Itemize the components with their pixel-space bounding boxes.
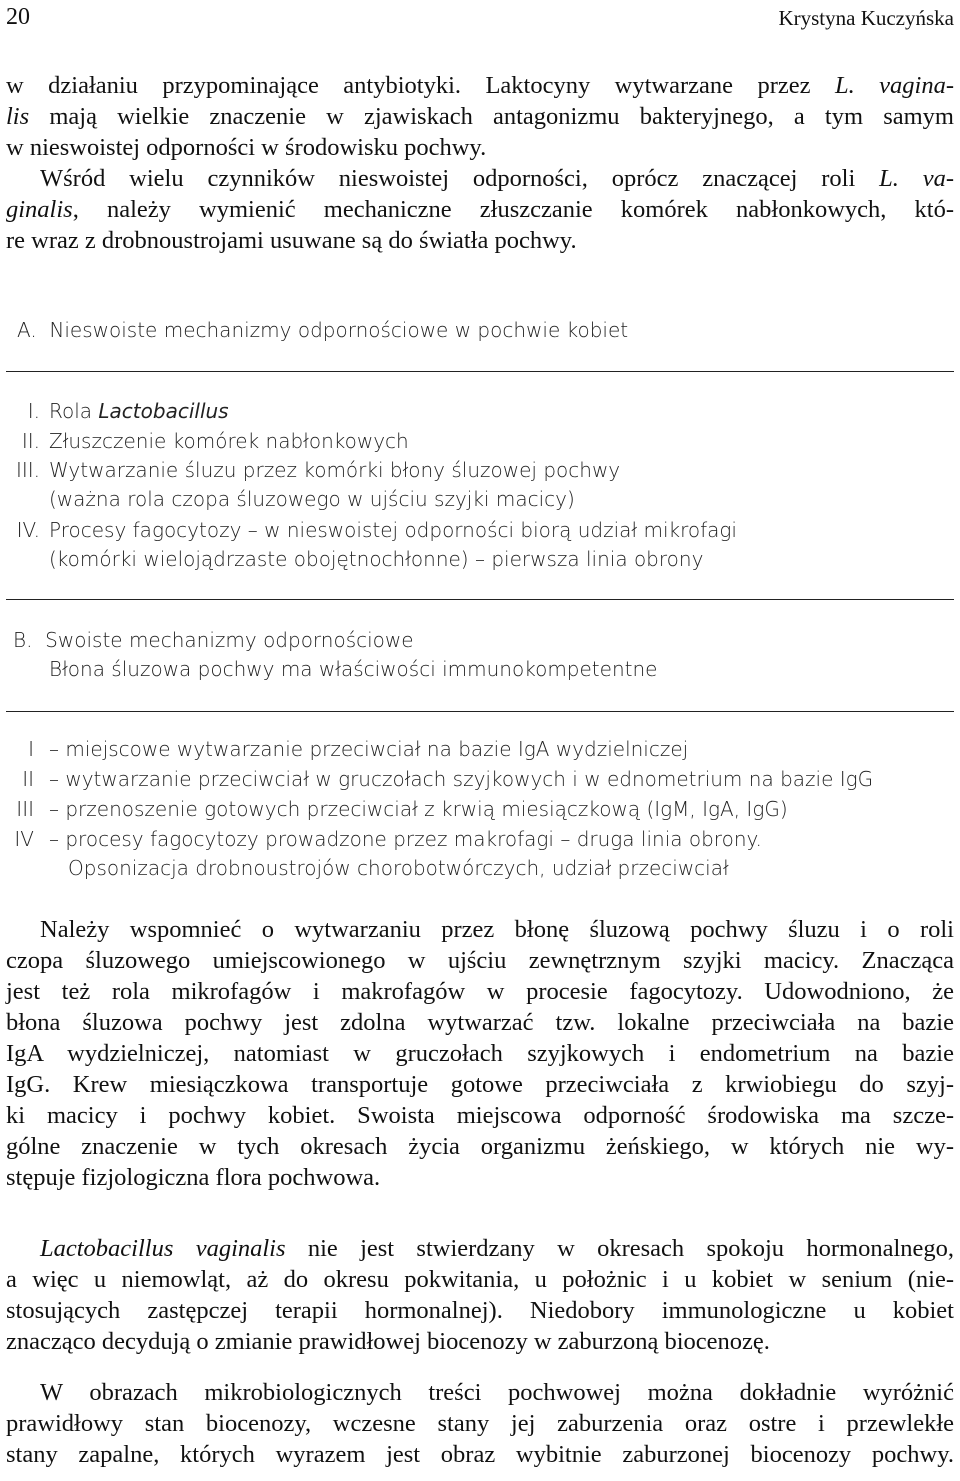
text-line: re wraz z drobnoustrojami usuwane są do światła pochwy. [6, 227, 577, 254]
text-line: stany zapalne, których wyrazem jest obraz wybitnie zaburzonej biocenozy pochwy. [6, 1441, 954, 1468]
text-line: prawidłowy stan biocenozy, wczesne stany jej zaburzenia oraz ostre i przewlekłe [6, 1410, 954, 1437]
text-line: czopa śluzowego umiejscowionego w ujściu zewnętrznym szyjki macicy. Znacząca [6, 947, 954, 974]
text-line: stosujących zastępczej terapii hormonalnej). Niedobory immunologiczne u kobiet [6, 1297, 954, 1324]
section-b-list: I – miejscowe wytwarzanie przeciwciał na bazie IgA wydzielniczej II – wytwarzanie przeciwciał w gruczołach szyjkowych i w ednometrium na bazie IgG III – przenoszenie gotowych przeciwciał z krwią miesiączkową (IgM, IgA, IgG) IV – procesy fagocytozy prowadzone przez makrofagi – druga linia obrony. Opsonizacja drobnoustrojów chorobotwórczych, udział przeciwciał [14, 737, 874, 880]
text-line: W obrazach mikrobiologicznych treści pochwowej można dokładnie wyróżnić [40, 1379, 954, 1406]
text-line: Lactobacillus vaginalis nie jest stwierdzany w okresach spokoju hormonalnego, [40, 1235, 955, 1262]
text-line: IgG. Krew miesiączkowa transportuje gotowe przeciwciała z krwiobiegu do szyj- [6, 1071, 954, 1098]
section-b-subtitle: Błona śluzowa pochwy ma właściwości immunokompetentne [49, 657, 658, 681]
body-paragraph-1 [6, 914, 954, 1193]
text-line: w nieswoistej odporności w środowisku pochwy. [6, 134, 487, 161]
divider [6, 371, 954, 372]
text-line: Należy wspomnieć o wytwarzaniu przez błonę śluzową pochwy śluzu i o roli [40, 916, 954, 943]
text-line: a więc u niemowląt, aż do okresu pokwitania, u położnic i u kobiet w senium (nie- [6, 1266, 954, 1293]
text-line: ginalis, należy wymienić mechaniczne złuszczanie komórek nabłonkowych, któ- [6, 196, 954, 223]
divider [6, 599, 954, 600]
section-a-title: A. Nieswoiste mechanizmy odpornościowe w pochwie kobiet [17, 318, 629, 342]
divider [6, 711, 954, 712]
text-line: IgA wydzielniczej, natomiast w gruczołach szyjkowych i endometrium na bazie [6, 1040, 954, 1067]
intro-paragraph [6, 70, 954, 256]
text-line: jest też rola mikrofagów i makrofagów w procesie fagocytozy. Udowodniono, że [6, 978, 954, 1005]
text-line: gólne znaczenie w tych okresach życia organizmu żeńskiego, w których nie wy- [6, 1133, 954, 1160]
body-paragraph-2 [6, 1233, 954, 1357]
text-line: Wśród wielu czynników nieswoistej odporności, oprócz znaczącej roli L. va- [40, 165, 955, 192]
text-line: ki macicy i pochwy kobiet. Swoista miejscowa odporność środowiska ma szcze- [6, 1102, 954, 1129]
page-header [6, 4, 954, 34]
body-paragraph-3 [6, 1377, 954, 1470]
running-head-author: Krystyna Kuczyńska [778, 6, 954, 30]
page-number: 20 [6, 4, 30, 30]
section-b-title: B. Swoiste mechanizmy odpornościowe [13, 628, 414, 652]
section-a-list: I. Rola Lactobacillus II. Złuszczenie komórek nabłonkowych III. Wytwarzanie śluzu przez komórki błony śluzowej pochwy (ważna rola czopa śluzowego w ujściu szyjki macicy) IV. Procesy fagocytozy – w nieswoistej odporności biorą udział mikrofagi (komórki wielojądrzaste obojętnochłonne) – pierwsza linia obrony [15, 399, 737, 571]
text-line: znacząco decydują o zmianie prawidłowej biocenozy w zaburzoną biocenozę. [6, 1328, 770, 1355]
text-line: lis mają wielkie znaczenie w zjawiskach antagonizmu bakteryjnego, a tym samym [6, 103, 954, 130]
text-line: błona śluzowa pochwy jest zdolna wytwarzać tzw. lokalne przeciwciała na bazie [6, 1009, 954, 1036]
text-line: w działaniu przypominające antybiotyki. Laktocyny wytwarzane przez L. vagina- [6, 72, 954, 99]
text-line: stępuje fizjologiczna flora pochwowa. [6, 1164, 381, 1191]
